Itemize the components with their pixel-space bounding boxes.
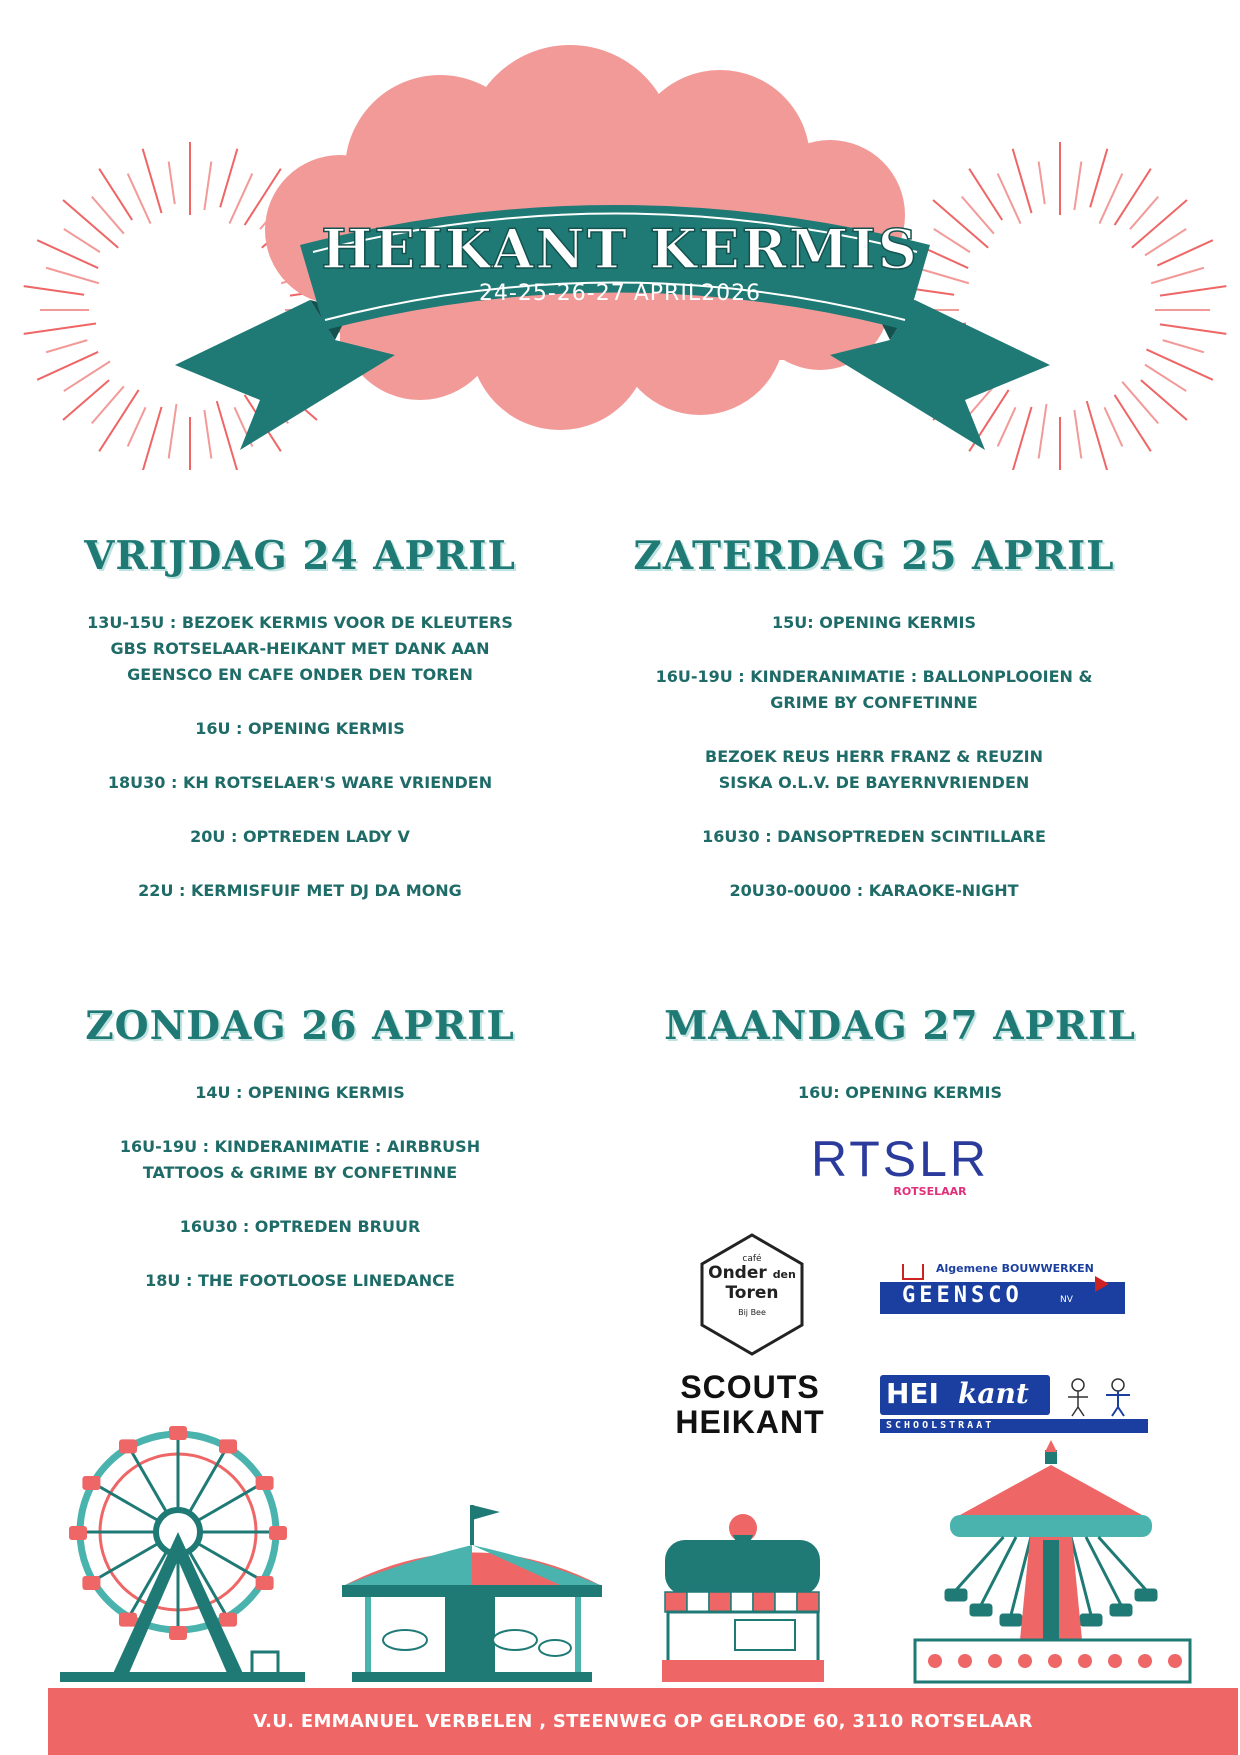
ferris-wheel-icon bbox=[60, 1426, 305, 1682]
footer-text: V.U. EMMANUEL VERBELEN , STEENWEG OP GELRODE 60, 3110 ROTSELAAR bbox=[253, 1711, 1033, 1732]
geensco-name: GEENSCO bbox=[902, 1283, 1023, 1308]
event-item: 18U30 : KH ROTSELAER'S WARE VRIENDEN bbox=[107, 773, 493, 792]
event-item: 18U : THE FOOTLOOSE LINEDANCE bbox=[145, 1271, 455, 1290]
events-friday bbox=[50, 610, 550, 932]
scouts-line-2: HEIKANT bbox=[675, 1404, 825, 1440]
event-item: 16U : OPENING KERMIS bbox=[195, 719, 405, 738]
rtslr-mark: RTSLR bbox=[810, 1131, 989, 1187]
children-drawing-icon bbox=[1058, 1377, 1138, 1417]
events-saturday bbox=[624, 610, 1124, 932]
event-item: 16U-19U : KINDERANIMATIE : AIRBRUSH TATTOOS & GRIME BY CONFETINNE bbox=[119, 1137, 481, 1182]
event-item: 16U30 : DANSOPTREDEN SCINTILLARE bbox=[702, 827, 1046, 846]
day-title-monday: MAANDAG 27 APRIL bbox=[664, 1003, 1136, 1049]
school-kant: kant bbox=[958, 1377, 1029, 1410]
day-title-saturday: ZATERDAG 25 APRIL bbox=[633, 533, 1115, 579]
cafe-tag: Bij Bee bbox=[738, 1308, 766, 1317]
event-item: 20U : OPTREDEN LADY V bbox=[190, 827, 410, 846]
event-item: 16U-19U : KINDERANIMATIE : BALLONPLOOIEN & GRIME BY CONFETINNE bbox=[655, 667, 1093, 712]
event-item: 20U30-00U00 : KARAOKE-NIGHT bbox=[729, 881, 1019, 900]
school-hei: HEI bbox=[886, 1377, 939, 1410]
cafe-small: café bbox=[742, 1254, 762, 1264]
event-dates: 24-25-26-27 APRIL2026 bbox=[478, 281, 762, 306]
header-banner bbox=[0, 0, 1240, 470]
swing-ride-icon bbox=[915, 1440, 1190, 1682]
rtslr-logo bbox=[810, 1133, 990, 1203]
cafe-name-1: Onder bbox=[708, 1263, 767, 1283]
school-street: SCHOOLSTRAAT bbox=[886, 1420, 995, 1431]
event-item: 16U30 : OPTREDEN BRUUR bbox=[179, 1217, 421, 1236]
fairground-illustration bbox=[0, 1420, 1240, 1685]
event-item: 15U: OPENING KERMIS bbox=[772, 613, 976, 632]
event-item: 16U: OPENING KERMIS bbox=[798, 1083, 1002, 1102]
event-title: HEIKANT KERMIS bbox=[321, 217, 919, 281]
event-item: 14U : OPENING KERMIS bbox=[195, 1083, 405, 1102]
cafe-onder-den-toren-logo bbox=[697, 1232, 807, 1357]
house-icon bbox=[902, 1264, 924, 1280]
carousel-icon bbox=[342, 1505, 602, 1682]
geensco-logo bbox=[880, 1262, 1125, 1322]
footer-bar bbox=[48, 1688, 1238, 1755]
event-item: 22U : KERMISFUIF MET DJ DA MONG bbox=[138, 881, 462, 900]
cafe-name-2: Toren bbox=[725, 1283, 779, 1303]
rtslr-sub: ROTSELAAR bbox=[893, 1185, 967, 1198]
ice-cream-stall-icon bbox=[662, 1514, 824, 1682]
scouts-line-1: SCOUTS bbox=[680, 1369, 820, 1405]
day-title-friday: VRIJDAG 24 APRIL bbox=[84, 533, 516, 579]
geensco-top: Algemene BOUWWERKEN bbox=[936, 1262, 1094, 1275]
flag-icon bbox=[1095, 1276, 1109, 1292]
cafe-name-1b: den bbox=[772, 1268, 796, 1281]
event-item: BEZOEK REUS HERR FRANZ & REUZIN SISKA O.L.V. DE BAYERNVRIENDEN bbox=[705, 747, 1043, 792]
event-item: 13U-15U : BEZOEK KERMIS VOOR DE KLEUTERS GBS ROTSELAAR-HEIKANT MET DANK AAN GEENSCO EN CAFE ONDER DEN TOREN bbox=[87, 613, 513, 684]
geensco-suffix: NV bbox=[1060, 1295, 1073, 1305]
day-title-sunday: ZONDAG 26 APRIL bbox=[85, 1003, 515, 1049]
events-sunday bbox=[50, 1080, 550, 1322]
events-monday bbox=[650, 1080, 1150, 1134]
